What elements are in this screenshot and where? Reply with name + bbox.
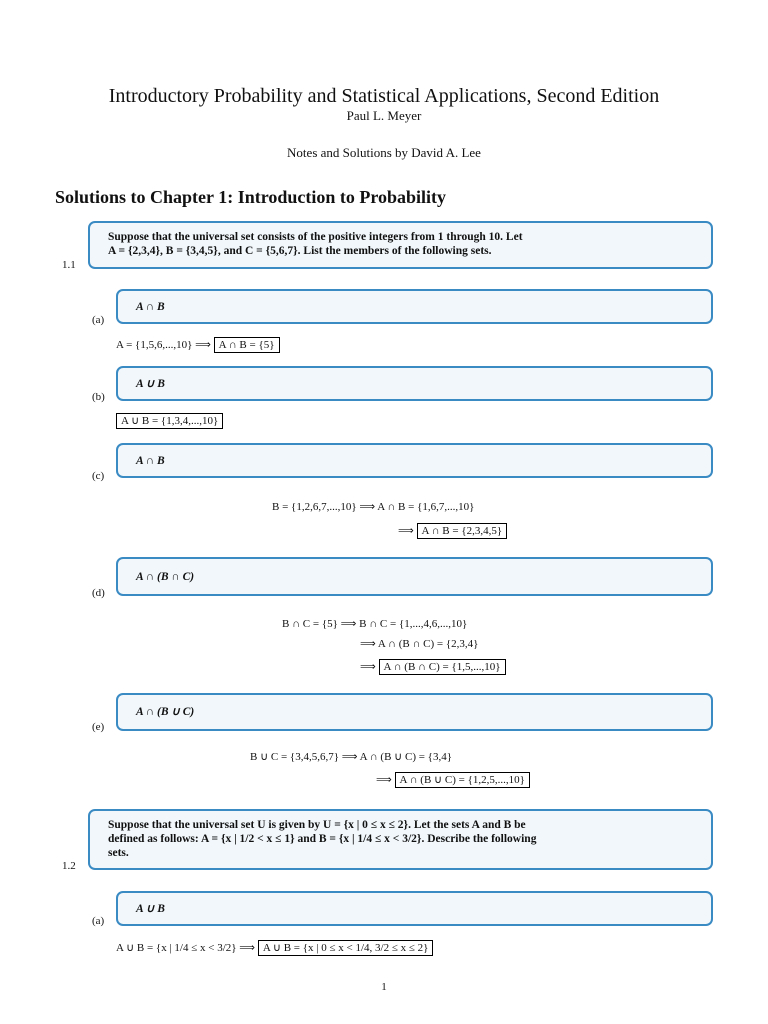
part-c-answer: A ∩ B = {2,3,4,5} [417,523,508,539]
part-c-work1: B = {1,2,6,7,...,10} ⟹ A ∩ B = {1,6,7,...,10} [272,501,475,513]
problem-1-1-line2: A = {2,3,4}, B = {3,4,5}, and C = {5,6,7}. List the members of the following sets. [108,245,492,257]
problem-1-1-line1: Suppose that the universal set consists of the positive integers from 1 through 10. Let [108,231,523,243]
problem-1-2-part-a-work [116,941,433,954]
document-title: Introductory Probability and Statistical Applications, Second Edition [108,85,660,107]
part-d-work2: ⟹ A ∩ (B ∩ C) = {2,3,4} [360,638,479,650]
part-c-work2 [398,524,507,537]
author-name: Paul L. Meyer [346,108,422,123]
part-d-arrow: ⟹ [360,661,376,673]
part-c-label: (c) [92,470,105,482]
problem-1-2-line2: defined as follows: A = {x | 1/2 < x ≤ 1} and B = {x | 1/4 ≤ x < 3/2}. Describe the following [108,833,537,845]
part-d-answer: A ∩ (B ∩ C) = {1,5,...,10} [379,659,506,675]
part-d-box [116,557,713,596]
part-d-work1: B ∩ C = {5} ⟹ B ∩ C = {1,...,4,6,...,10} [282,618,468,630]
part-e-prompt: A ∩ (B ∪ C) [136,706,195,718]
part-b-box [116,366,713,401]
part-c-box [116,443,713,478]
part-a-work [116,338,280,351]
part-b-label: (b) [92,391,105,403]
part-b-prompt: A ∪ B [136,378,165,390]
problem-1-2-number: 1.2 [62,860,76,872]
problem-1-2-line1: Suppose that the universal set U is given by U = {x | 0 ≤ x ≤ 2}. Let the sets A and B be [108,819,526,831]
part-d-prompt: A ∩ (B ∩ C) [136,571,195,583]
problem-1-1-box [88,221,713,269]
part-a-answer: A ∩ B = {5} [214,337,280,353]
notes-credit: Notes and Solutions by David A. Lee [287,145,481,160]
part-e-answer: A ∩ (B ∪ C) = {1,2,5,...,10} [395,772,530,788]
problem-1-2-line3: sets. [108,847,129,859]
page-number: 1 [381,981,387,993]
part-c-arrow: ⟹ [398,525,414,537]
part-d-label: (d) [92,587,105,599]
problem-1-2-part-a-prompt: A ∪ B [136,903,165,915]
part-b-answer: A ∪ B = {1,3,4,...,10} [116,413,223,429]
part-d-work3 [360,660,506,673]
problem-1-2-part-a-work-text: A ∪ B = {x | 1/4 ≤ x < 3/2} ⟹ [116,942,256,954]
problem-1-2-part-a-label: (a) [92,915,105,927]
part-c-prompt: A ∩ B [136,455,165,467]
problem-1-1-number: 1.1 [62,259,76,271]
part-e-work1: B ∪ C = {3,4,5,6,7} ⟹ A ∩ (B ∪ C) = {3,4} [250,751,452,763]
problem-1-2-part-a-answer: A ∪ B = {x | 0 ≤ x < 1/4, 3/2 ≤ x ≤ 2} [258,940,434,956]
problem-1-2-part-a-box [116,891,713,926]
part-e-arrow: ⟹ [376,774,392,786]
part-a-prompt: A ∩ B [136,301,165,313]
part-e-label: (e) [92,721,105,733]
chapter-heading: Solutions to Chapter 1: Introduction to Probability [55,187,447,207]
problem-1-2-box [88,809,713,870]
part-a-box [116,289,713,324]
part-a-label: (a) [92,314,105,326]
part-e-box [116,693,713,731]
part-e-work2 [376,773,530,786]
part-a-work-text: A = {1,5,6,...,10} ⟹ [116,339,211,351]
